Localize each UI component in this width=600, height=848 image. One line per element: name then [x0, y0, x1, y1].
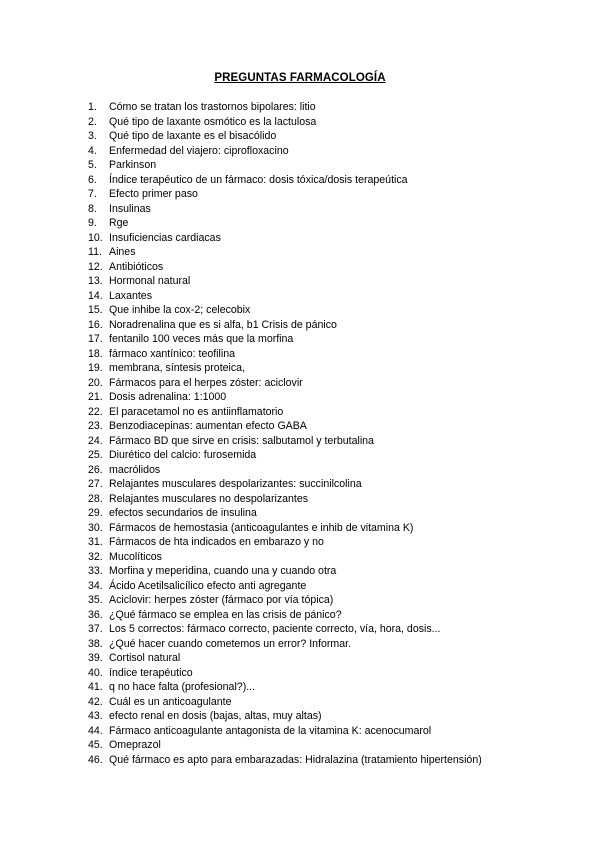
question-item — [88, 738, 482, 753]
question-item — [88, 231, 482, 246]
question-text: ¿Qué fármaco se emplea en las crisis de pánico? — [109, 608, 342, 621]
question-item — [88, 492, 482, 507]
question-number: 32. — [88, 550, 103, 563]
question-item — [88, 144, 482, 159]
question-text: Antibióticos — [109, 260, 164, 273]
question-text: Los 5 correctos: fármaco correcto, paciente correcto, vía, hora, dosis... — [109, 623, 441, 635]
question-text: Aines — [109, 246, 136, 258]
question-text: Enfermedad del viajero: ciprofloxacino — [109, 144, 289, 157]
question-number: 17. — [88, 333, 103, 345]
question-item — [88, 579, 482, 594]
question-item — [88, 274, 482, 289]
question-number: 12. — [88, 260, 103, 273]
question-item — [88, 521, 482, 536]
question-item — [88, 564, 482, 579]
question-item — [88, 173, 482, 188]
question-text: Que inhibe la cox-2; celecobix — [109, 304, 251, 316]
question-item — [88, 550, 482, 565]
question-text: Noradrenalina que es si alfa, b1 Crisis de pánico — [109, 318, 337, 331]
question-text: Fármacos de hta indicados en embarazo y no — [109, 536, 324, 548]
question-item — [88, 405, 482, 420]
question-text: Relajantes musculares despolarizantes: succinilcolina — [109, 478, 362, 490]
question-item — [88, 361, 482, 376]
question-number: 9. — [88, 217, 97, 229]
question-number: 16. — [88, 318, 103, 331]
question-number: 39. — [88, 652, 103, 664]
question-text: Laxantes — [109, 289, 152, 302]
question-number: 31. — [88, 536, 103, 548]
question-text: Rge — [109, 217, 129, 229]
question-item — [88, 100, 482, 115]
question-text: Índice terapéutico de un fármaco: dosis tóxica/dosis terapeútica — [109, 173, 408, 186]
question-number: 10. — [88, 231, 103, 244]
question-item — [88, 419, 482, 434]
question-number: 27. — [88, 478, 103, 490]
question-text: membrana, síntesis proteica, — [109, 362, 246, 374]
question-number: 41. — [88, 681, 103, 693]
question-number: 42. — [88, 695, 103, 708]
question-number: 14. — [88, 289, 103, 302]
question-number: 26. — [88, 463, 103, 476]
question-item — [88, 376, 482, 391]
question-text: Fármacos para el herpes zóster: aciclovir — [109, 376, 303, 389]
question-text: Qué fármaco es apto para embarazadas: Hidralazina (tratamiento hipertensión) — [109, 753, 482, 766]
question-number: 13. — [88, 275, 103, 287]
question-number: 34. — [88, 579, 103, 592]
question-item — [88, 608, 482, 623]
question-text: Qué tipo de laxante osmótico es la lactulosa — [109, 115, 317, 128]
question-number: 4. — [88, 144, 97, 157]
question-item — [88, 187, 482, 202]
question-item — [88, 593, 482, 608]
question-item — [88, 622, 482, 637]
question-item — [88, 216, 482, 231]
question-number: 36. — [88, 608, 103, 621]
question-number: 18. — [88, 347, 103, 360]
question-number: 3. — [88, 130, 97, 142]
question-text: fármaco xantínico: teofilina — [109, 347, 236, 360]
question-number: 11. — [88, 246, 102, 258]
question-item — [88, 318, 482, 333]
question-text: Morfina y meperidina, cuando una y cuando otra — [109, 565, 337, 577]
question-number: 33. — [88, 565, 103, 577]
question-item — [88, 448, 482, 463]
question-item — [88, 390, 482, 405]
question-item — [88, 115, 482, 130]
question-number: 44. — [88, 724, 103, 737]
question-number: 43. — [88, 710, 103, 722]
question-item — [88, 158, 482, 173]
question-item — [88, 129, 482, 144]
question-text: Hormonal natural — [109, 275, 191, 287]
question-item — [88, 202, 482, 217]
question-text: Fármaco anticoagulante antagonista de la vitamina K: acenocumarol — [109, 724, 432, 737]
question-item — [88, 506, 482, 521]
question-text: macrólidos — [109, 463, 161, 476]
question-text: q no hace falta (profesional?)... — [109, 681, 256, 693]
question-text: El paracetamol no es antiinflamatorio — [109, 405, 284, 418]
question-item — [88, 477, 482, 492]
question-text: Qué tipo de laxante es el bisacólido — [109, 130, 277, 142]
question-item — [88, 724, 482, 739]
question-number: 2. — [88, 115, 97, 128]
question-number: 22. — [88, 405, 103, 418]
question-text: Parkinson — [109, 159, 157, 171]
question-number: 35. — [88, 594, 103, 606]
question-number: 29. — [88, 507, 103, 519]
question-item — [88, 347, 482, 362]
question-item — [88, 289, 482, 304]
question-item — [88, 245, 482, 260]
question-number: 30. — [88, 521, 103, 534]
question-item — [88, 651, 482, 666]
question-number: 7. — [88, 188, 97, 200]
question-number: 15. — [88, 304, 103, 316]
question-text: ¿Qué hacer cuando cometemos un error? Informar. — [109, 637, 352, 650]
question-text: Relajantes musculares no despolarizantes — [109, 492, 309, 505]
question-number: 1. — [88, 101, 97, 113]
question-text: efecto renal en dosis (bajas, altas, muy altas) — [109, 710, 322, 722]
question-item — [88, 535, 482, 550]
question-number: 46. — [88, 753, 103, 766]
question-text: Fármacos de hemostasia (anticoagulantes e inhib de vitamina K) — [109, 521, 414, 534]
question-number: 21. — [88, 391, 103, 403]
document-title: PREGUNTAS FARMACOLOGÍA — [214, 72, 386, 84]
question-item — [88, 303, 482, 318]
question-item — [88, 434, 482, 449]
question-number: 19. — [88, 362, 103, 374]
question-item — [88, 709, 482, 724]
question-text: fentanilo 100 veces más que la morfina — [109, 333, 294, 345]
question-number: 5. — [88, 159, 97, 171]
question-list — [88, 100, 482, 767]
question-number: 23. — [88, 420, 103, 432]
question-item — [88, 463, 482, 478]
question-text: Insuficiencias cardiacas — [109, 231, 221, 244]
question-item — [88, 753, 482, 768]
question-text: Efecto primer paso — [109, 188, 198, 200]
question-text: Dosis adrenalina: 1:1000 — [109, 391, 227, 403]
question-text: efectos secundarios de insulina — [109, 507, 257, 519]
question-item — [88, 637, 482, 652]
question-number: 25. — [88, 449, 103, 461]
question-number: 37. — [88, 623, 103, 635]
question-text: Insulinas — [109, 202, 151, 215]
question-number: 40. — [88, 666, 103, 679]
question-text: Ácido Acetilsalicílico efecto anti agregante — [109, 579, 307, 592]
question-item — [88, 680, 482, 695]
question-item — [88, 332, 482, 347]
question-text: Fármaco BD que sirve en crisis: salbutamol y terbutalina — [109, 434, 374, 447]
question-text: índice terapéutico — [109, 666, 193, 679]
question-text: Cuál es un anticoagulante — [109, 695, 232, 708]
question-item — [88, 695, 482, 710]
question-number: 45. — [88, 739, 103, 751]
question-text: Cómo se tratan los trastornos bipolares: litio — [109, 101, 316, 113]
question-text: Aciclovir: herpes zóster (fármaco por vía tópica) — [109, 594, 334, 606]
question-text: Mucolíticos — [109, 550, 162, 563]
question-number: 8. — [88, 202, 97, 215]
question-item — [88, 666, 482, 681]
question-number: 20. — [88, 376, 103, 389]
question-item — [88, 260, 482, 275]
question-text: Omeprazol — [109, 739, 161, 751]
question-number: 28. — [88, 492, 103, 505]
question-number: 6. — [88, 173, 97, 186]
question-text: Benzodiacepinas: aumentan efecto GABA — [109, 420, 307, 432]
question-text: Diurético del calcio: furosemida — [109, 449, 257, 461]
question-text: Cortisol natural — [109, 652, 181, 664]
question-number: 24. — [88, 434, 103, 447]
question-number: 38. — [88, 637, 103, 650]
